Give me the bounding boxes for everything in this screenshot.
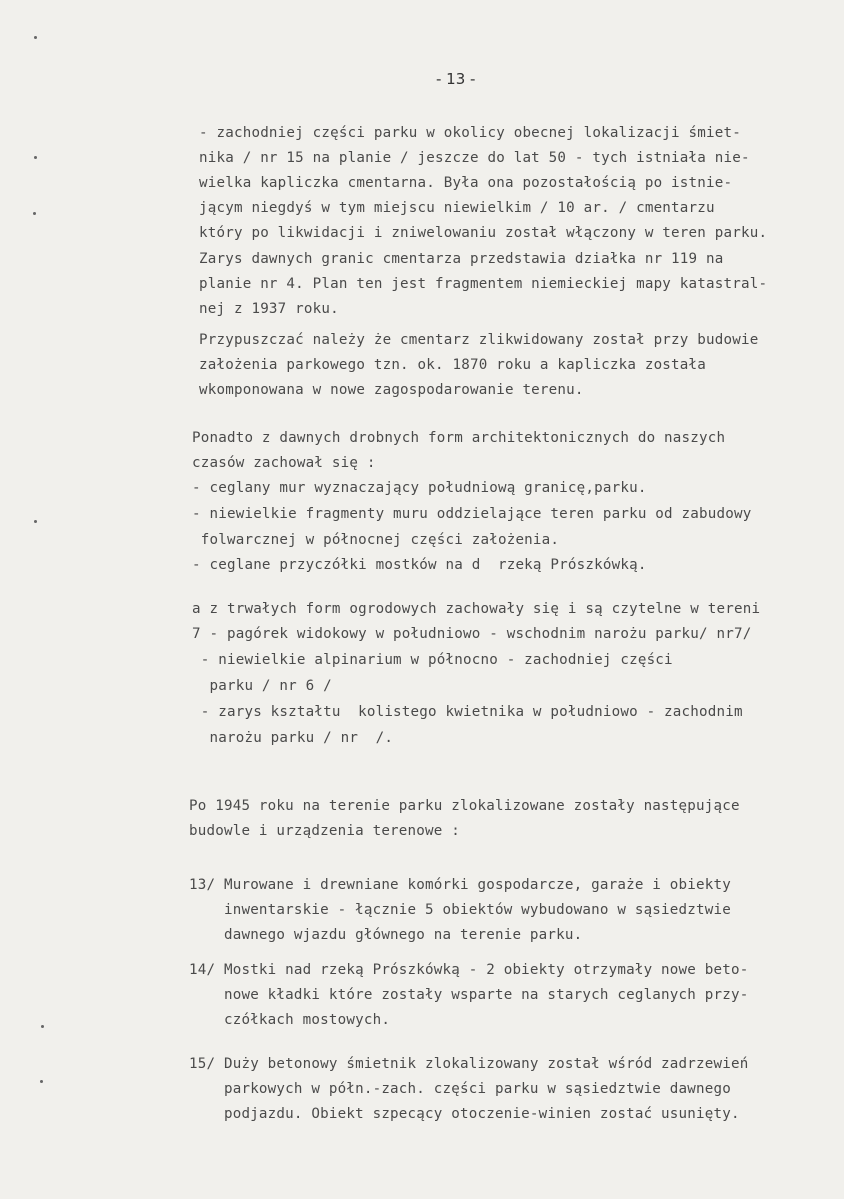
text-line: - zarys kształtu kolistego kwietnika w południowo - zachodnim: [192, 704, 743, 720]
list-item-15: 15/ Duży betonowy śmietnik zlokalizowany został wśród zadrzewień: [189, 1056, 749, 1072]
scan-speck: [34, 156, 37, 159]
text-line: - zachodniej części parku w okolicy obecnej lokalizacji śmiet-: [199, 125, 741, 141]
text-line: czasów zachował się :: [192, 455, 376, 471]
text-line: - ceglany mur wyznaczający południową granicę,parku.: [192, 480, 647, 496]
text-line: wielka kapliczka cmentarna. Była ona pozostałością po istnie-: [199, 175, 733, 191]
text-line: a z trwałych form ogrodowych zachowały się i są czytelne w tereni: [192, 601, 761, 617]
list-item-15: podjazdu. Obiekt szpecący otoczenie-winien zostać usunięty.: [189, 1106, 740, 1122]
list-item-14: czółkach mostowych.: [189, 1012, 391, 1028]
scan-speck: [41, 1025, 44, 1028]
text-line: parku / nr 6 /: [192, 678, 332, 694]
text-line: 7 - pagórek widokowy w południowo - wschodnim narożu parku/ nr7/: [192, 626, 752, 642]
text-line: wkomponowana w nowe zagospodarowanie terenu.: [199, 382, 584, 398]
list-item-14: 14/ Mostki nad rzeką Prószkówką - 2 obiekty otrzymały nowe beto-: [189, 962, 749, 978]
text-line: Ponadto z dawnych drobnych form architektonicznych do naszych: [192, 430, 726, 446]
text-line: który po likwidacji i zniwelowaniu został włączony w teren parku.: [199, 225, 768, 241]
text-line: planie nr 4. Plan ten jest fragmentem niemieckiej mapy katastral-: [199, 276, 768, 292]
text-line: jącym niegdyś w tym miejscu niewielkim / 10 ar. / cmentarzu: [199, 200, 715, 216]
text-line: - niewielkie fragmenty muru oddzielające teren parku od zabudowy: [192, 506, 752, 522]
text-line: - niewielkie alpinarium w północno - zachodniej części: [192, 652, 673, 668]
list-item-14: nowe kładki które zostały wsparte na starych ceglanych przy-: [189, 987, 749, 1003]
text-line: Przypuszczać należy że cmentarz zlikwidowany został przy budowie: [199, 332, 759, 348]
page-number: - 13 -: [436, 70, 476, 88]
text-line: budowle i urządzenia terenowe :: [189, 823, 460, 839]
text-line: założenia parkowego tzn. ok. 1870 roku a kapliczka została: [199, 357, 707, 373]
scan-speck: [34, 520, 37, 523]
text-line: nika / nr 15 na planie / jeszcze do lat 50 - tych istniała nie-: [199, 150, 750, 166]
text-line: folwarcznej w północnej części założenia.: [192, 532, 560, 548]
list-item-13: inwentarskie - łącznie 5 obiektów wybudowano w sąsiedztwie: [189, 902, 731, 918]
text-line: Zarys dawnych granic cmentarza przedstawia działka nr 119 na: [199, 251, 724, 267]
list-item-15: parkowych w półn.-zach. części parku w sąsiedztwie dawnego: [189, 1081, 731, 1097]
text-line: - ceglane przyczółki mostków na d rzeką Prószkówką.: [192, 557, 647, 573]
scan-speck: [40, 1080, 43, 1083]
scan-speck: [34, 36, 37, 39]
text-line: Po 1945 roku na terenie parku zlokalizowane zostały następujące: [189, 798, 740, 814]
text-line: narożu parku / nr /.: [192, 730, 394, 746]
list-item-13: 13/ Murowane i drewniane komórki gospodarcze, garaże i obiekty: [189, 877, 731, 893]
list-item-13: dawnego wjazdu głównego na terenie parku.: [189, 927, 583, 943]
scan-speck: [33, 212, 36, 215]
text-line: nej z 1937 roku.: [199, 301, 339, 317]
